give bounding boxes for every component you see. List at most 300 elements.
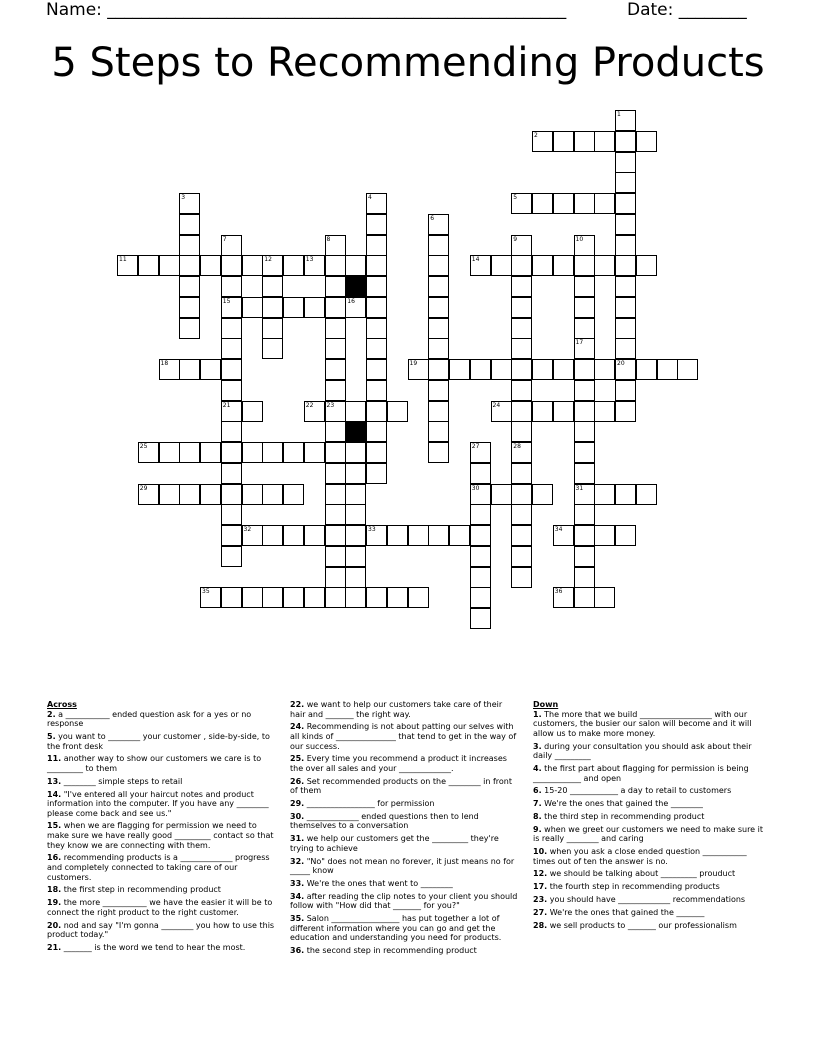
answer-cell[interactable]	[470, 608, 491, 629]
answer-cell[interactable]	[574, 546, 595, 567]
answer-cell[interactable]	[470, 504, 491, 525]
answer-cell[interactable]	[304, 297, 325, 318]
answer-cell[interactable]	[574, 587, 595, 608]
clue-number: 9	[513, 235, 518, 243]
answer-cell[interactable]	[325, 421, 346, 442]
answer-cell[interactable]	[594, 131, 615, 152]
answer-cell[interactable]	[179, 276, 200, 297]
answer-cell[interactable]	[366, 463, 387, 484]
answer-cell[interactable]	[345, 587, 366, 608]
clue-item-number: 14.	[47, 789, 62, 799]
answer-cell[interactable]	[179, 359, 200, 380]
clue-item-text: _______ is the word we tend to hear the most.	[63, 942, 246, 952]
answer-cell[interactable]	[491, 484, 512, 505]
answer-cell[interactable]	[200, 484, 221, 505]
answer-cell[interactable]	[511, 255, 532, 276]
answer-cell[interactable]	[325, 546, 346, 567]
answer-cell[interactable]	[636, 255, 657, 276]
clue-item	[533, 882, 763, 892]
answer-cell[interactable]	[138, 484, 159, 505]
answer-cell[interactable]	[511, 193, 532, 214]
answer-cell[interactable]	[179, 297, 200, 318]
clue-item-number: 4.	[533, 763, 542, 773]
answer-cell[interactable]	[428, 421, 449, 442]
answer-cell[interactable]	[242, 401, 263, 422]
answer-cell[interactable]	[138, 442, 159, 463]
answer-cell[interactable]	[511, 567, 532, 588]
clue-item-number: 12.	[533, 869, 548, 879]
answer-cell[interactable]	[470, 442, 491, 463]
clue-number: 21	[222, 401, 231, 409]
clue-item	[290, 754, 520, 773]
clue-item	[47, 821, 277, 850]
clue-item	[533, 742, 763, 761]
answer-cell[interactable]	[325, 504, 346, 525]
answer-cell[interactable]	[159, 255, 180, 276]
answer-cell[interactable]	[574, 255, 595, 276]
answer-cell[interactable]	[657, 359, 678, 380]
answer-cell[interactable]	[428, 235, 449, 256]
answer-cell[interactable]	[594, 193, 615, 214]
answer-cell[interactable]	[511, 359, 532, 380]
answer-cell[interactable]	[366, 421, 387, 442]
clue-item	[47, 921, 277, 940]
answer-cell[interactable]	[366, 525, 387, 546]
clue-item	[533, 895, 763, 905]
answer-cell[interactable]	[387, 525, 408, 546]
answer-cell[interactable]	[325, 276, 346, 297]
answer-cell[interactable]	[636, 359, 657, 380]
clue-item-text: the third step in recommending product	[544, 811, 705, 821]
across-heading: Across	[47, 700, 77, 709]
answer-cell[interactable]	[511, 504, 532, 525]
answer-cell[interactable]	[574, 484, 595, 505]
answer-cell[interactable]	[366, 297, 387, 318]
clue-item	[533, 710, 763, 739]
answer-cell[interactable]	[159, 359, 180, 380]
answer-cell[interactable]	[594, 484, 615, 505]
answer-cell[interactable]	[325, 380, 346, 401]
answer-cell[interactable]	[574, 235, 595, 256]
answer-cell[interactable]	[179, 193, 200, 214]
date-field-label: Date: ________	[627, 0, 747, 20]
answer-cell[interactable]	[159, 484, 180, 505]
answer-cell[interactable]	[532, 401, 553, 422]
answer-cell[interactable]	[428, 401, 449, 422]
answer-cell[interactable]	[532, 193, 553, 214]
clue-item	[290, 799, 520, 809]
answer-cell[interactable]	[366, 587, 387, 608]
answer-cell[interactable]	[470, 587, 491, 608]
answer-cell[interactable]	[242, 442, 263, 463]
answer-cell[interactable]	[221, 297, 242, 318]
clue-item	[290, 857, 520, 876]
answer-cell[interactable]	[594, 401, 615, 422]
answer-cell[interactable]	[470, 567, 491, 588]
answer-cell[interactable]	[615, 318, 636, 339]
clue-number: 25	[139, 443, 148, 450]
answer-cell[interactable]	[366, 193, 387, 214]
answer-cell[interactable]	[345, 401, 366, 422]
answer-cell[interactable]	[553, 255, 574, 276]
answer-cell[interactable]	[117, 255, 138, 276]
answer-cell[interactable]	[200, 255, 221, 276]
answer-cell[interactable]	[242, 297, 263, 318]
answer-cell[interactable]	[470, 546, 491, 567]
answer-cell[interactable]	[366, 318, 387, 339]
answer-cell[interactable]	[325, 484, 346, 505]
answer-cell[interactable]	[283, 442, 304, 463]
answer-cell[interactable]	[221, 546, 242, 567]
answer-cell[interactable]	[283, 297, 304, 318]
clue-item-text: the more ___________ we have the easier it will be to connect the right product to the right customer.	[47, 898, 273, 917]
answer-cell[interactable]	[511, 442, 532, 463]
answer-cell[interactable]	[428, 442, 449, 463]
answer-cell[interactable]	[325, 255, 346, 276]
answer-cell[interactable]	[304, 401, 325, 422]
answer-cell[interactable]	[200, 587, 221, 608]
answer-cell[interactable]	[574, 380, 595, 401]
clue-number: 30	[471, 484, 480, 492]
answer-cell[interactable]	[221, 525, 242, 546]
clue-number: 8	[326, 235, 331, 243]
clue-item-number: 22.	[290, 700, 305, 709]
clue-number: 10	[575, 235, 584, 243]
answer-cell[interactable]	[179, 484, 200, 505]
clue-number: 6	[430, 214, 435, 222]
answer-cell[interactable]	[366, 442, 387, 463]
clue-item-text: "No" does not mean no forever, it just means no for _____ know	[290, 856, 515, 876]
answer-cell[interactable]	[615, 401, 636, 422]
clue-item-text: during your consultation you should ask about their daily _________	[533, 741, 752, 761]
answer-cell[interactable]	[325, 463, 346, 484]
answer-cell[interactable]	[470, 484, 491, 505]
answer-cell[interactable]	[387, 401, 408, 422]
answer-cell[interactable]	[325, 297, 346, 318]
answer-cell[interactable]	[677, 359, 698, 380]
answer-cell[interactable]	[428, 276, 449, 297]
answer-cell[interactable]	[449, 359, 470, 380]
answer-cell[interactable]	[325, 359, 346, 380]
answer-cell[interactable]	[221, 401, 242, 422]
answer-cell[interactable]	[574, 421, 595, 442]
answer-cell[interactable]	[242, 525, 263, 546]
answer-cell[interactable]	[179, 214, 200, 235]
clue-item-number: 3.	[533, 741, 542, 751]
clue-number: 32	[243, 526, 252, 533]
clue-item-number: 10.	[533, 847, 548, 857]
answer-cell[interactable]	[615, 338, 636, 359]
answer-cell[interactable]	[511, 525, 532, 546]
answer-cell[interactable]	[574, 131, 595, 152]
answer-cell[interactable]	[574, 401, 595, 422]
answer-cell[interactable]	[470, 525, 491, 546]
answer-cell[interactable]	[262, 587, 283, 608]
answer-cell[interactable]	[511, 338, 532, 359]
answer-cell[interactable]	[221, 318, 242, 339]
answer-cell[interactable]	[221, 276, 242, 297]
answer-cell[interactable]	[574, 338, 595, 359]
answer-cell[interactable]	[470, 359, 491, 380]
answer-cell[interactable]	[304, 442, 325, 463]
answer-cell[interactable]	[283, 525, 304, 546]
answer-cell[interactable]	[325, 567, 346, 588]
clue-item-number: 33.	[290, 879, 305, 888]
answer-cell[interactable]	[615, 484, 636, 505]
answer-cell[interactable]	[511, 546, 532, 567]
clue-item	[533, 921, 763, 931]
clue-number: 35	[202, 588, 210, 596]
across-clues-column-1	[47, 700, 277, 956]
answer-cell[interactable]	[221, 587, 242, 608]
answer-cell[interactable]	[574, 193, 595, 214]
answer-cell[interactable]	[325, 338, 346, 359]
answer-cell[interactable]	[262, 255, 283, 276]
answer-cell[interactable]	[594, 587, 615, 608]
answer-cell[interactable]	[221, 421, 242, 442]
answer-cell[interactable]	[636, 131, 657, 152]
answer-cell[interactable]	[491, 255, 512, 276]
clue-item-number: 21.	[47, 942, 62, 952]
answer-cell[interactable]	[387, 587, 408, 608]
answer-cell[interactable]	[615, 255, 636, 276]
answer-cell[interactable]	[304, 255, 325, 276]
clue-item	[47, 853, 277, 882]
answer-cell[interactable]	[366, 255, 387, 276]
answer-cell[interactable]	[615, 235, 636, 256]
answer-cell[interactable]	[304, 525, 325, 546]
answer-cell[interactable]	[283, 255, 304, 276]
answer-cell[interactable]	[200, 442, 221, 463]
answer-cell[interactable]	[532, 131, 553, 152]
answer-cell[interactable]	[325, 525, 346, 546]
answer-cell[interactable]	[553, 525, 574, 546]
clue-item	[290, 879, 520, 889]
answer-cell[interactable]	[511, 276, 532, 297]
answer-cell[interactable]	[615, 110, 636, 131]
answer-cell[interactable]	[594, 359, 615, 380]
answer-cell[interactable]	[615, 276, 636, 297]
answer-cell[interactable]	[408, 359, 429, 380]
clue-number: 13	[305, 256, 314, 264]
clue-item	[290, 914, 520, 943]
answer-cell[interactable]	[615, 152, 636, 173]
clue-item	[533, 869, 763, 879]
clue-item-text: The more that we build __________________ with our customers, the busier our salon will become and it will allow us to make more money.	[533, 709, 752, 738]
clue-number: 28	[513, 443, 521, 450]
answer-cell[interactable]	[594, 255, 615, 276]
clue-item-text: Set recommended products on the ________ in front of them	[290, 776, 512, 796]
answer-cell[interactable]	[574, 276, 595, 297]
answer-cell[interactable]	[221, 484, 242, 505]
answer-cell[interactable]	[615, 525, 636, 546]
answer-cell[interactable]	[179, 235, 200, 256]
answer-cell[interactable]	[179, 318, 200, 339]
answer-cell[interactable]	[262, 484, 283, 505]
answer-cell[interactable]	[491, 359, 512, 380]
answer-cell[interactable]	[262, 297, 283, 318]
answer-cell[interactable]	[511, 318, 532, 339]
answer-cell[interactable]	[532, 255, 553, 276]
answer-cell[interactable]	[366, 380, 387, 401]
clue-item	[290, 834, 520, 853]
answer-cell[interactable]	[553, 131, 574, 152]
answer-cell[interactable]	[428, 338, 449, 359]
answer-cell[interactable]	[345, 546, 366, 567]
answer-cell[interactable]	[574, 442, 595, 463]
clue-number: 29	[139, 484, 148, 492]
answer-cell[interactable]	[615, 297, 636, 318]
answer-cell[interactable]	[615, 359, 636, 380]
clue-item-number: 24.	[290, 722, 305, 732]
answer-cell[interactable]	[325, 442, 346, 463]
answer-cell[interactable]	[553, 587, 574, 608]
answer-cell[interactable]	[221, 235, 242, 256]
answer-cell[interactable]	[366, 235, 387, 256]
answer-cell[interactable]	[428, 297, 449, 318]
answer-cell[interactable]	[553, 401, 574, 422]
answer-cell[interactable]	[615, 214, 636, 235]
answer-cell[interactable]	[511, 463, 532, 484]
answer-cell[interactable]	[262, 442, 283, 463]
clue-number: 14	[471, 256, 480, 264]
clue-item-text: you want to ________ your customer , side-by-side, to the front desk	[47, 731, 270, 751]
answer-cell[interactable]	[408, 525, 429, 546]
answer-cell[interactable]	[511, 401, 532, 422]
answer-cell[interactable]	[366, 214, 387, 235]
answer-cell[interactable]	[262, 318, 283, 339]
answer-cell[interactable]	[511, 380, 532, 401]
answer-cell[interactable]	[615, 131, 636, 152]
answer-cell[interactable]	[615, 193, 636, 214]
answer-cell[interactable]	[221, 338, 242, 359]
answer-cell[interactable]	[221, 504, 242, 525]
answer-cell[interactable]	[366, 401, 387, 422]
answer-cell[interactable]	[325, 235, 346, 256]
clue-item-text: the second step in recommending product	[306, 946, 477, 956]
answer-cell[interactable]	[262, 338, 283, 359]
answer-cell[interactable]	[262, 525, 283, 546]
clue-item	[47, 790, 277, 819]
answer-cell[interactable]	[345, 504, 366, 525]
answer-cell[interactable]	[574, 463, 595, 484]
answer-cell[interactable]	[179, 442, 200, 463]
answer-cell[interactable]	[221, 255, 242, 276]
answer-cell[interactable]	[511, 484, 532, 505]
answer-cell[interactable]	[491, 401, 512, 422]
answer-cell[interactable]	[428, 214, 449, 235]
clue-item-number: 32.	[290, 856, 305, 866]
answer-cell[interactable]	[574, 318, 595, 339]
answer-cell[interactable]	[283, 587, 304, 608]
answer-cell[interactable]	[345, 567, 366, 588]
answer-cell[interactable]	[345, 525, 366, 546]
answer-cell[interactable]	[345, 442, 366, 463]
answer-cell[interactable]	[221, 442, 242, 463]
answer-cell[interactable]	[470, 463, 491, 484]
clue-item-text: Every time you recommend a product it increases the over all sales and your _____________.	[290, 754, 507, 773]
answer-cell[interactable]	[574, 359, 595, 380]
answer-cell[interactable]	[532, 359, 553, 380]
answer-cell[interactable]	[325, 587, 346, 608]
answer-cell[interactable]	[511, 421, 532, 442]
answer-cell[interactable]	[636, 484, 657, 505]
answer-cell[interactable]	[159, 442, 180, 463]
answer-cell[interactable]	[594, 525, 615, 546]
answer-cell[interactable]	[325, 401, 346, 422]
clue-item-text: We're the ones that went to ________	[306, 879, 453, 888]
clue-item-number: 5.	[47, 731, 56, 741]
answer-cell[interactable]	[366, 359, 387, 380]
clue-number: 17	[575, 339, 584, 347]
answer-cell[interactable]	[138, 255, 159, 276]
clue-item-text: the first part about flagging for permission is being ____________ and open	[533, 763, 749, 783]
clue-item-number: 19.	[47, 898, 62, 908]
answer-cell[interactable]	[408, 587, 429, 608]
clue-item-text: ________ simple steps to retail	[63, 776, 183, 786]
answer-cell[interactable]	[179, 255, 200, 276]
answer-cell[interactable]	[428, 255, 449, 276]
answer-cell[interactable]	[574, 504, 595, 525]
answer-cell[interactable]	[345, 297, 366, 318]
answer-cell[interactable]	[221, 380, 242, 401]
clue-item-text: when we greet our customers we need to make sure it is really ________ and caring	[533, 824, 764, 844]
answer-cell[interactable]	[200, 359, 221, 380]
answer-cell[interactable]	[615, 172, 636, 193]
answer-cell[interactable]	[242, 587, 263, 608]
clue-item-number: 27.	[533, 907, 548, 917]
answer-cell[interactable]	[574, 525, 595, 546]
answer-cell[interactable]	[574, 567, 595, 588]
answer-cell[interactable]	[428, 318, 449, 339]
answer-cell[interactable]	[470, 255, 491, 276]
clue-number: 34	[554, 526, 563, 533]
answer-cell[interactable]	[345, 463, 366, 484]
answer-cell[interactable]	[345, 484, 366, 505]
answer-cell[interactable]	[574, 297, 595, 318]
answer-cell[interactable]	[242, 484, 263, 505]
answer-cell[interactable]	[221, 463, 242, 484]
answer-cell[interactable]	[242, 255, 263, 276]
clue-number: 16	[347, 297, 355, 305]
answer-cell[interactable]	[325, 318, 346, 339]
answer-cell[interactable]	[428, 359, 449, 380]
answer-cell[interactable]	[428, 380, 449, 401]
clue-item-text: another way to show our customers we care is to _________ to them	[47, 754, 262, 773]
clue-item-text: we want to help our customers take care of their hair and _______ the right way.	[290, 700, 503, 719]
answer-cell[interactable]	[553, 359, 574, 380]
answer-cell[interactable]	[615, 380, 636, 401]
answer-cell[interactable]	[511, 297, 532, 318]
clue-item-text: the first step in recommending product	[63, 885, 221, 895]
answer-cell[interactable]	[221, 359, 242, 380]
answer-cell[interactable]	[304, 587, 325, 608]
answer-cell[interactable]	[345, 255, 366, 276]
clue-item-number: 13.	[47, 776, 62, 786]
answer-cell[interactable]	[366, 338, 387, 359]
answer-cell[interactable]	[283, 484, 304, 505]
answer-cell[interactable]	[366, 276, 387, 297]
answer-cell[interactable]	[511, 235, 532, 256]
clue-item-text: We're the ones that gained the ________	[544, 799, 703, 809]
answer-cell[interactable]	[428, 525, 449, 546]
clue-item-text: after reading the clip notes to your client you should follow with "How did that _______ for you?"	[290, 891, 518, 911]
clue-item	[533, 825, 763, 844]
answer-cell[interactable]	[449, 525, 470, 546]
answer-cell[interactable]	[262, 276, 283, 297]
answer-cell[interactable]	[532, 484, 553, 505]
answer-cell[interactable]	[553, 193, 574, 214]
